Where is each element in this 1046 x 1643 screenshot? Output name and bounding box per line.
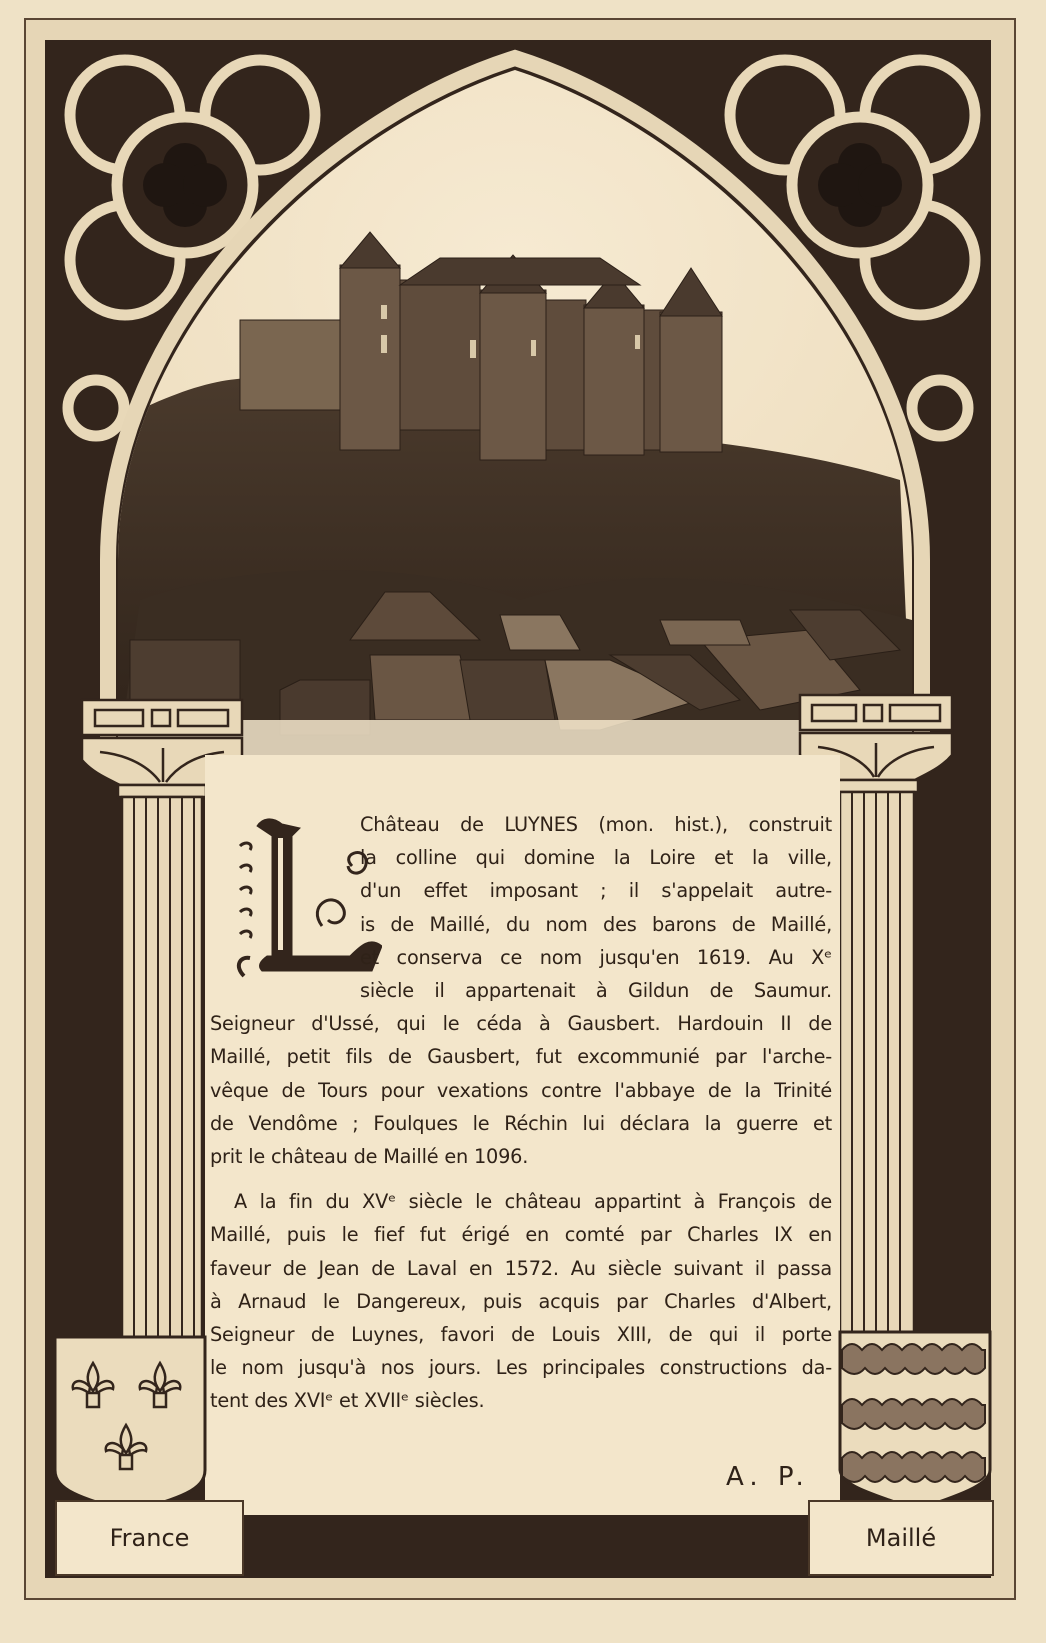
maille-label-text: Maillé [865, 1524, 937, 1552]
france-shield [55, 1337, 205, 1512]
text-line: prit le château de Maillé en 1096. [210, 1145, 529, 1169]
text-line: vêque de Tours pour vexations contre l'abbaye de la Trinité [210, 1078, 832, 1102]
text-line: Maillé, petit fils de Gausbert, fut excommunié par l'arche- [210, 1045, 832, 1069]
text-line: à Arnaud le Dangereux, puis acquis par Charles d'Albert, [210, 1289, 832, 1313]
france-arms-label [55, 1500, 244, 1576]
text-line: A la fin du XVᵉ siècle le château appartint à François de [234, 1190, 832, 1214]
text-line: la colline qui domine la Loire et la ville, [360, 846, 832, 870]
text-line: Maillé, puis le fief fut érigé en comté par Charles IX en [210, 1223, 832, 1247]
text-line: is de Maillé, du nom des barons de Maillé, [360, 912, 832, 936]
text-line: et conserva ce nom jusqu'en 1619. Au Xᵉ [360, 945, 832, 969]
author-signature: A. P. [726, 1462, 810, 1492]
france-label-text: France [109, 1524, 190, 1552]
paragraph-2 [210, 1185, 832, 1417]
text-line: de Vendôme ; Foulques le Réchin lui déclara la guerre et [210, 1111, 832, 1135]
maille-arms-label [808, 1500, 994, 1576]
text-line: d'un effet imposant ; il s'appelait autre- [360, 879, 832, 903]
text-line: le nom jusqu'à nos jours. Les principales constructions da- [210, 1356, 832, 1380]
text-line: Seigneur d'Ussé, qui le céda à Gausbert. Hardouin II de [210, 1012, 832, 1036]
bottom-border [45, 1578, 991, 1596]
text-line: faveur de Jean de Laval en 1572. Au siècle suivant il passa [210, 1256, 832, 1280]
maille-shield [840, 1332, 990, 1510]
text-line: Seigneur de Luynes, favori de Louis XIII, de qui il porte [210, 1323, 832, 1347]
text-line: Château de LUYNES (mon. hist.), construit [360, 813, 832, 836]
nebuly-bar-icon [842, 1344, 985, 1482]
paragraph-1 [210, 808, 832, 1173]
description-text [210, 808, 832, 1418]
text-line: siècle il appartenait à Gildun de Saumur. [360, 979, 832, 1003]
text-line: tent des XVIᵉ et XVIIᵉ siècles. [210, 1389, 485, 1413]
